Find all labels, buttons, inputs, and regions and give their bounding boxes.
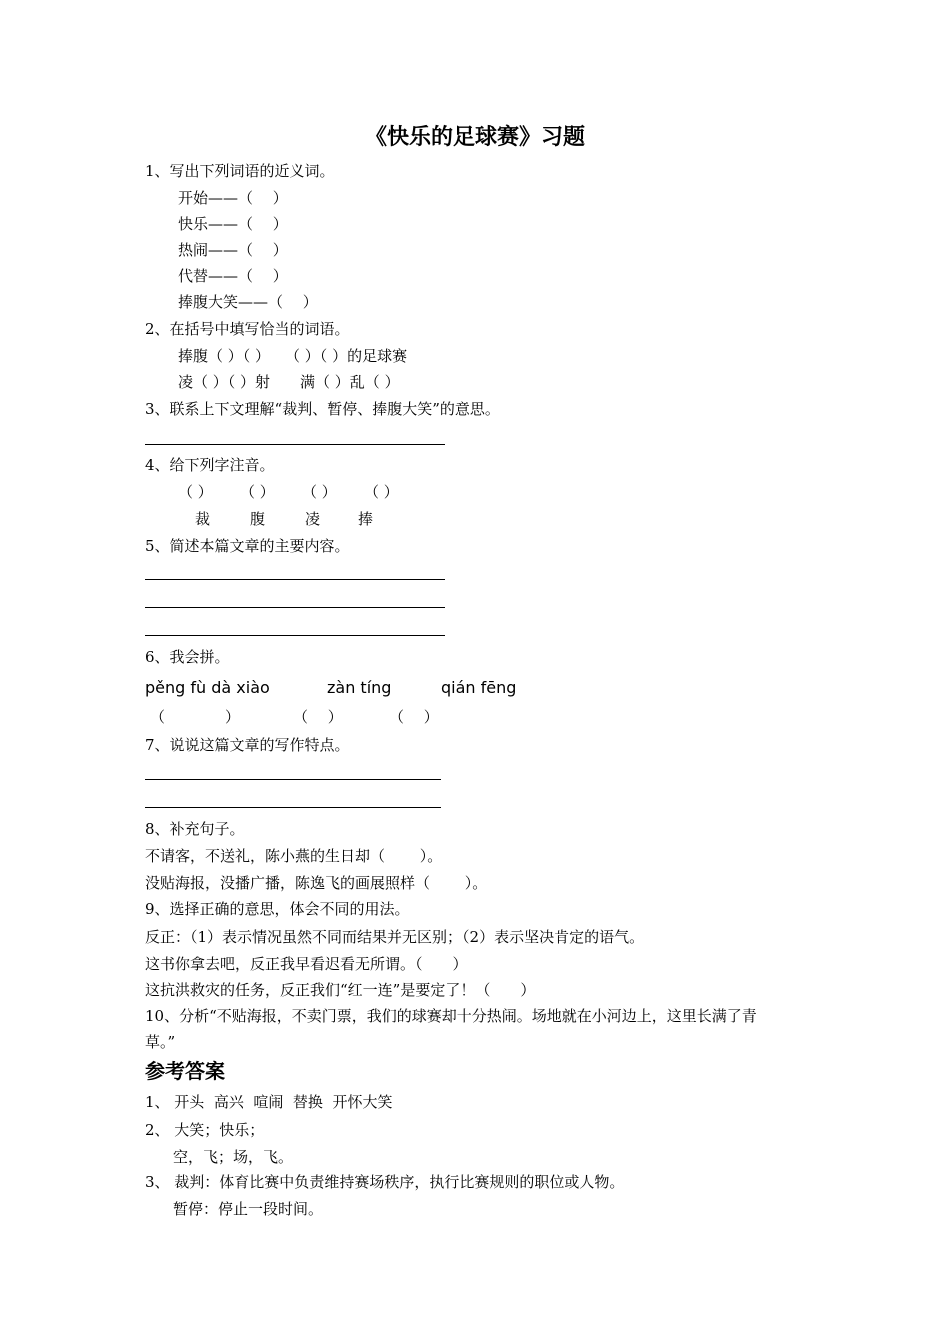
answer-item: 2、 大笑；快乐； (145, 1121, 265, 1139)
q1-item: 开始——（ ） (178, 189, 288, 207)
answer-line (145, 779, 441, 780)
q9-prompt: 9、选择正确的意思，体会不同的用法。 (145, 900, 410, 918)
q6-bracket: （ ） (389, 708, 439, 726)
pinyin-bracket: （ ） (240, 483, 275, 501)
q6-prompt: 6、我会拼。 (145, 648, 230, 666)
answer-item: 空，飞；场，飞。 (173, 1148, 294, 1166)
q5-prompt: 5、简述本篇文章的主要内容。 (145, 537, 350, 555)
pinyin-bracket: （ ） (302, 483, 337, 501)
q9-sentence: 这抗洪救灾的任务，反正我们“红一连”是要定了！（ ） (145, 981, 536, 999)
q1-item: 热闹——（ ） (178, 241, 288, 259)
answer-item: 3、 裁判：体育比赛中负责维持赛场秩序，执行比赛规则的职位或人物。 (145, 1173, 625, 1191)
q10-text: 10、分析“不贴海报，不卖门票，我们的球赛却十分热闹。场地就在小河边上，这里长满了青 (145, 1007, 757, 1025)
q10-text: 草。” (145, 1033, 176, 1051)
q6-bracket: （ ） (150, 708, 241, 726)
answer-line (145, 579, 445, 580)
answer-item: 暂停：停止一段时间。 (173, 1200, 324, 1218)
q4-char: 捧 (358, 510, 374, 528)
q6-pinyin: pěng fù dà xiào (145, 678, 270, 697)
q3-prompt: 3、联系上下文理解“裁判、暂停、捧腹大笑”的意思。 (145, 400, 500, 418)
q1-item: 代替——（ ） (178, 267, 288, 285)
q6-bracket: （ ） (293, 708, 343, 726)
q2-prompt: 2、在括号中填写恰当的词语。 (145, 320, 350, 338)
q1-item: 快乐——（ ） (178, 215, 288, 233)
q7-prompt: 7、说说这篇文章的写作特点。 (145, 736, 350, 754)
q1-item: 捧腹大笑——（ ） (178, 293, 318, 311)
answer-line (145, 444, 445, 445)
q6-pinyin: zàn tíng (327, 678, 392, 697)
pinyin-bracket: （ ） (178, 483, 213, 501)
q4-prompt: 4、给下列字注音。 (145, 456, 275, 474)
answer-line (145, 807, 441, 808)
pinyin-bracket: （ ） (364, 483, 399, 501)
q4-char: 腹 (250, 510, 266, 528)
q9-sentence: 这书你拿去吧，反正我早看迟看无所谓。（ ） (145, 955, 468, 973)
q4-char: 裁 (195, 510, 211, 528)
q8-prompt: 8、补充句子。 (145, 820, 245, 838)
q8-sentence: 不请客，不送礼，陈小燕的生日却（ ）。 (145, 847, 443, 865)
q2-line: 凌（ ）（ ）射 满（ ）乱（ ） (178, 373, 400, 391)
q1-prompt: 1、写出下列词语的近义词。 (145, 162, 335, 180)
q4-char: 凌 (305, 510, 321, 528)
q9-definition: 反正：（1）表示情况虽然不同而结果并无区别；（2）表示坚决肯定的语气。 (145, 928, 645, 946)
q2-line: 捧腹（ ）（ ） （ ）（ ）的足球赛 (178, 347, 408, 365)
page-title: 《快乐的足球赛》习题 (364, 125, 585, 150)
answer-item: 1、 开头 高兴 喧闹 替换 开怀大笑 (145, 1093, 393, 1111)
answer-line (145, 607, 445, 608)
answers-heading: 参考答案 (145, 1059, 225, 1083)
answer-line (145, 635, 445, 636)
q6-pinyin: qián fēng (441, 678, 517, 697)
q8-sentence: 没贴海报，没播广播，陈逸飞的画展照样（ ）。 (145, 874, 488, 892)
